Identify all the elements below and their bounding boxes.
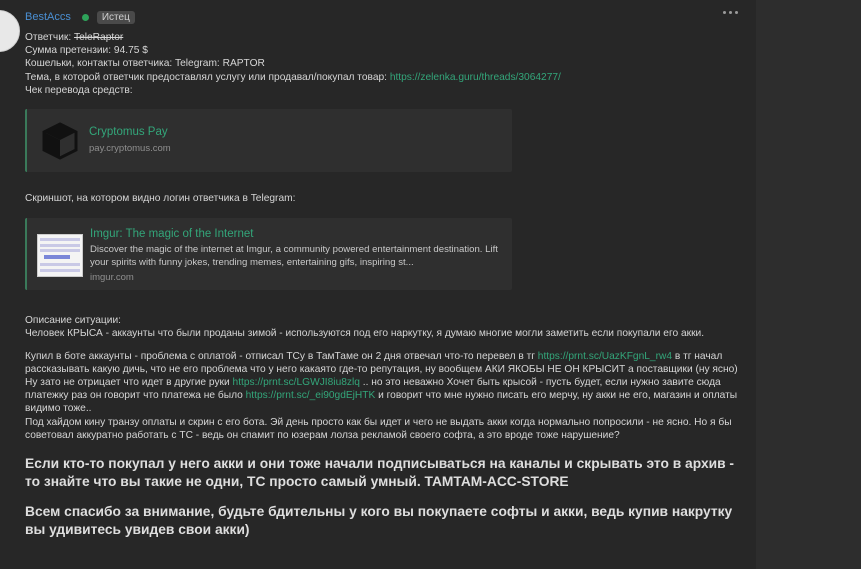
- cryptomus-link-card[interactable]: [25, 109, 512, 172]
- claim-amount: Сумма претензии: 94.75 $: [25, 45, 148, 57]
- post-body: [25, 31, 745, 538]
- receipt-label: Чек перевода средств:: [25, 84, 133, 96]
- text-span: Ну зато не отрицает что идет в другие руки: [25, 377, 233, 389]
- topic-line: [25, 71, 745, 84]
- situation-paragraph-1: Человек КРЫСА - аккаунты что были проданы зимой - используются под его наркутку, я думаю многие могли заметить если покупали его акки.: [25, 328, 705, 340]
- post: [25, 9, 745, 538]
- text-span: в тг начал рассказывать какую дичь, что не его проблема что у него какаято где-то репутация, ну вообщем АКИ ЯКОБЫ НЕ ОН КРЫСИТ а поставщики (ну ясно): [25, 350, 738, 375]
- situation-heading: Описание ситуации:: [25, 315, 121, 327]
- post-header: [25, 9, 745, 25]
- respondent-line: [25, 31, 745, 44]
- side-panel: [756, 0, 861, 569]
- topic-label: Тема, в которой ответчик предоставлял услугу или продавал/покупал товар:: [25, 71, 390, 83]
- role-badge: Истец: [97, 11, 135, 24]
- topic-link[interactable]: https://zelenka.guru/threads/3064277/: [389, 71, 561, 83]
- imgur-thumbnail: [37, 234, 83, 277]
- screenshot-link-2[interactable]: https://prnt.sc/LGWJI8iu8zlq: [232, 377, 360, 389]
- respondent-name: TeleRaptor: [74, 32, 124, 43]
- text-span: Купил в боте аккаунты - проблема с оплатой - отписал ТСу в ТамТаме он 2 дня отвечал что-то перевел в тг: [25, 350, 538, 362]
- situation-paragraph-4: Под хайдом кину транзу оплаты и скрин с его бота. Эй день просто как бы идет и чего не выдать акки когда нормально попросили - не ясно. Но я бы советовал аккуратно работать с ТС - ведь он спамит по юзерам лолза рекламой своего софта, а это вроде тоже нарушение?: [25, 416, 732, 441]
- card-title[interactable]: Imgur: The magic of the Internet: [90, 228, 254, 241]
- avatar[interactable]: [0, 10, 20, 52]
- card-description: Discover the magic of the internet at Imgur, a community powered entertainment destination. Lift your spirits with funny jokes, trending memes, entertaining gifs, inspiring st...: [90, 244, 498, 268]
- situation-paragraph-2: [25, 350, 745, 376]
- screenshot-link-1[interactable]: https://prnt.sc/UazKFgnL_rw4: [537, 350, 672, 362]
- cube-icon: [39, 120, 81, 162]
- warning-paragraph: Если кто-то покупал у него акки и они тоже начали подписываться на каналы и скрывать это в архив - то знайте что вы такие не одни, ТС просто самый умный. TAMTAM-ACC-STORE: [25, 456, 735, 489]
- card-title[interactable]: Cryptomus Pay: [89, 126, 168, 139]
- situation-paragraph-3: [25, 376, 745, 416]
- card-url: pay.cryptomus.com: [89, 143, 171, 155]
- text-span: .. но это неважно Хочет быть крысой - пусть будет, если нужно завите сюда платежку раз он говорит что платежа не было: [25, 377, 721, 402]
- screenshot-link-3[interactable]: https://prnt.sc/_ei90gdEjHTK: [245, 390, 376, 402]
- screenshot-label: Скриншот, на котором видно логин ответчика в Telegram:: [25, 193, 296, 205]
- username-link[interactable]: BestAccs: [25, 11, 71, 23]
- contacts-line: Кошельки, контакты ответчика: Telegram: RAPTOR: [25, 58, 265, 70]
- card-url: imgur.com: [90, 272, 134, 284]
- closing-paragraph: Всем спасибо за внимание, будьте бдительны у кого вы покупаете софты и акки, ведь купив накрутку вы удивитесь увидев свои акки): [25, 504, 733, 537]
- text-span: и говорит что мне нужно писать его мерчу, ну акки не его, магазин и оплаты видимо тоже..: [25, 390, 738, 415]
- online-status-icon: [82, 14, 89, 21]
- respondent-label: Ответчик:: [25, 32, 74, 43]
- imgur-link-card[interactable]: [25, 218, 512, 290]
